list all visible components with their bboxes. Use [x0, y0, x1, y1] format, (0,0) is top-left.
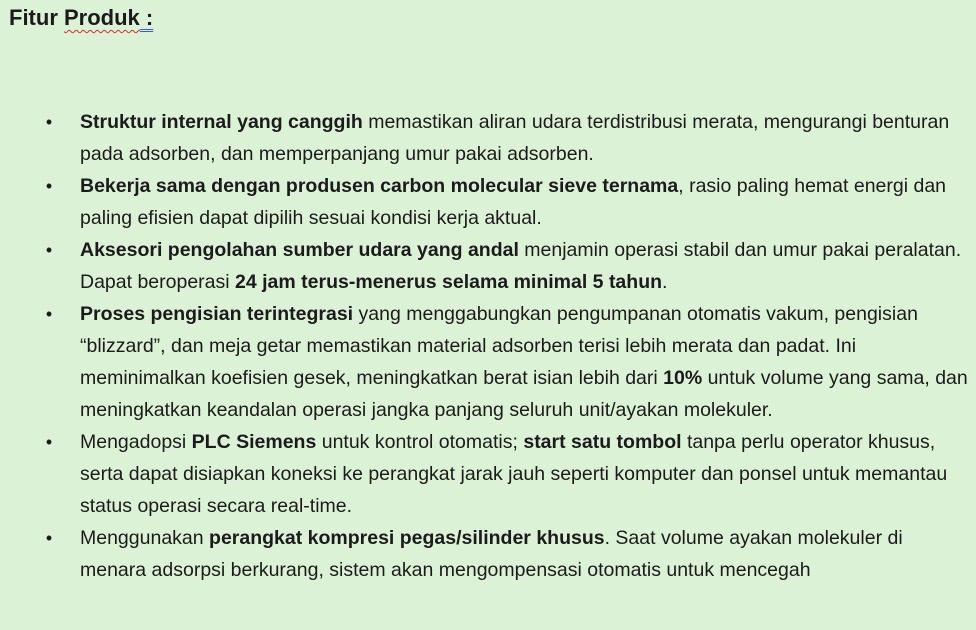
bullet-icon: • [45, 176, 53, 196]
bullet-icon: • [45, 112, 53, 132]
item-bold-text: Bekerja sama dengan produsen carbon molecular sieve ternama [80, 175, 679, 197]
bullet-icon: • [45, 432, 53, 452]
title-word-fitur: Fitur [9, 5, 64, 30]
item-bold-text: Aksesori pengolahan sumber udara yang andal [80, 239, 519, 261]
bullet-icon: • [45, 240, 53, 260]
bullet-icon: • [45, 304, 53, 324]
list-item-internal-structure [0, 106, 976, 170]
list-item-air-source-accessories [0, 234, 976, 298]
item-text: yang menggabungkan pengumpanan otomatis vakum, pengisian “blizzard”, dan meja getar memastikan material adsorben terisi lebih merata dan padat. Ini meminimalkan koefisien gesek, meningkatkan berat isian lebih dari [80, 303, 918, 389]
item-text-2: untuk volume yang sama, dan meningkatkan keandalan operasi jangka panjang seluruh unit/ayakan molekuler. [80, 367, 968, 421]
item-text: . Saat volume ayakan molekuler di menara adsorpsi berkurang, sistem akan mengompensasi otomatis untuk mencegah [80, 527, 903, 581]
item-text-0: Mengadopsi [80, 431, 192, 453]
feature-list [0, 106, 976, 586]
title-word-produk: Produk [64, 5, 140, 30]
list-item-compression-device [0, 522, 976, 586]
item-text-0: Menggunakan [80, 527, 210, 549]
item-text: menjamin operasi stabil dan umur pakai peralatan. Dapat beroperasi [80, 239, 962, 293]
item-text: , rasio paling hemat energi dan paling efisien dapat dipilih sesuai kondisi kerja aktual. [80, 175, 947, 229]
item-text-2: . [662, 271, 668, 293]
item-bold-text-2: 24 jam terus-menerus selama minimal 5 tahun [235, 271, 663, 293]
item-text-2: tanpa perlu operator khusus, serta dapat disiapkan koneksi ke perangkat jarak jauh seperti komputer dan ponsel untuk memantau status operasi secara real-time. [80, 431, 948, 517]
item-bold-text: PLC Siemens [191, 431, 317, 453]
section-title [9, 3, 153, 33]
list-item-carbon-sieve [0, 170, 976, 234]
item-bold-text-2: 10% [663, 367, 703, 389]
list-item-filling-process [0, 298, 976, 426]
item-bold-text-2: start satu tombol [523, 431, 682, 453]
item-text: untuk kontrol otomatis; [316, 431, 524, 453]
list-item-plc-control [0, 426, 976, 522]
item-bold-text: Proses pengisian terintegrasi [80, 303, 354, 325]
title-colon: : [139, 5, 154, 30]
item-text: memastikan aliran udara terdistribusi merata, mengurangi benturan pada adsorben, dan memperpanjang umur pakai adsorben. [80, 111, 950, 165]
bullet-icon: • [45, 528, 53, 548]
item-bold-text: Struktur internal yang canggih [80, 111, 363, 133]
item-bold-text: perangkat kompresi pegas/silinder khusus [209, 527, 605, 549]
